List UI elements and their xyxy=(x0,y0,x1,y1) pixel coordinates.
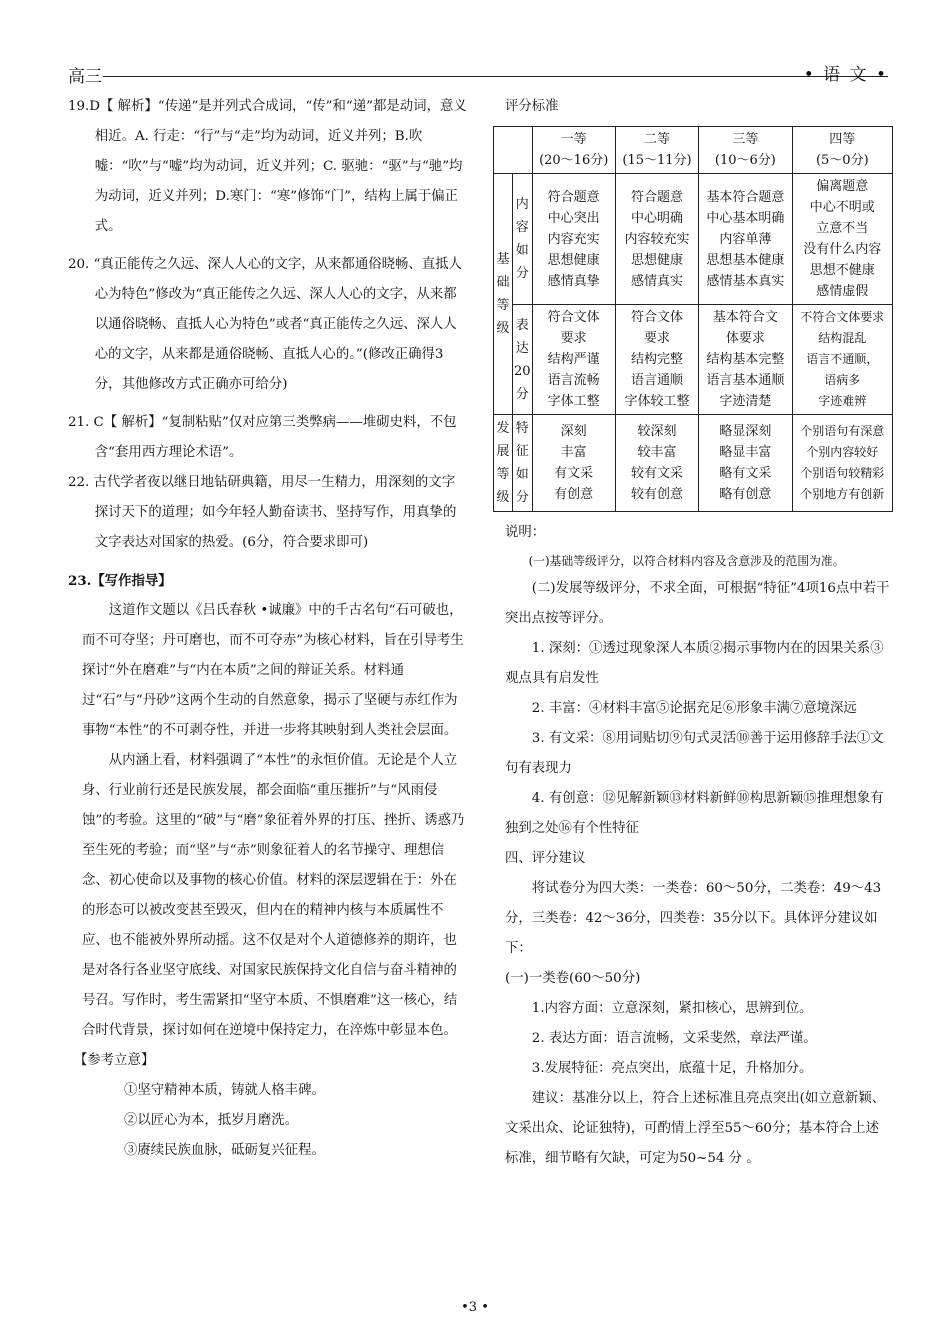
note-item: 1. 深刻：①透过现象深人本质②揭示事物内在的因果关系③观点具有启发性 xyxy=(505,641,884,686)
cell-feature-3: 略显深刻 略显丰富 略有文采 略有创意 xyxy=(699,415,792,512)
grade-label: 高三 xyxy=(68,67,102,87)
cell-feature-2: 较深刻 较丰富 较有文采 较有创意 xyxy=(615,415,698,512)
dev-level-label: 发展等级 xyxy=(494,415,513,512)
grade-header-2: 二等 (15～11分) xyxy=(615,127,698,174)
suggestion: 建议：基准分以上，符合上述标准且亮点突出(如立意新颖、文采出众、论证独特)，可酌情上浮至55～60分；基本符合上述标准，细节略有欠缺，可定为50~54 分 。 xyxy=(505,1091,886,1166)
cell-feature-4: 个别语句有深意 个别内容较好 个别语句较精彩 个别地方有创新 xyxy=(792,415,892,512)
row-label-content: 内容如分 xyxy=(513,174,533,305)
notes-heading: 说明： xyxy=(505,525,546,540)
row-label-expression: 表达20分 xyxy=(513,305,533,415)
left-column xyxy=(68,92,468,1166)
note-item: 3. 有文采：⑧用词贴切⑨句式灵活⑩善于运用修辞手法①文句有表现力 xyxy=(505,731,884,776)
cell-feature-1: 深刻 丰富 有文采 有创意 xyxy=(532,415,615,512)
note-item: 2. 丰富：④材料丰富⑤论据充足⑥形象丰满⑦意境深远 xyxy=(531,701,857,716)
basic-level-label: 基础等级 xyxy=(494,174,513,415)
note-2: (二)发展等级评分，不求全面，可根据“特征”4项16点中若干突出点按等评分。 xyxy=(505,581,890,626)
class-1-item: 3.发展特征：亮点突出，底蕴十足，升格加分。 xyxy=(531,1061,813,1076)
page-number: •3 • xyxy=(461,1300,489,1315)
answer-23-heading: 23.【写作指导】 xyxy=(68,573,172,589)
row-label-feature: 特征如分 xyxy=(513,415,533,512)
answer-23-para-1: 这道作文题以《吕氏春秋 •诚廉》中的千古名句“石可破也，而不可夺坚；丹可磨也，而不可夺赤”为核心材料，旨在引导考生探讨“外在磨难”与“内在本质”之间的辩证关系。材料通过“石”与“丹砂”这两个生动的自然意象，揭示了坚硬与赤红作为事物“本性”的不可剥夺性，并进一步将其映射到人类社会层面。 xyxy=(82,603,464,738)
grade-header-3: 三等 (10～6分) xyxy=(699,127,792,174)
answer-23-para-2: 从内涵上看，材料强调了“本性”的永恒价值。无论是个人立身、行业前行还是民族发展，都会面临“重压摧折”与“风雨侵蚀”的考验。这里的“破”与“磨”象征着外界的打压、挫折、诱惑乃至生死的考验；而“坚”与“赤”则象征着人的名节操守、理想信念、初心使命以及事物的核心价值。材料的深层逻辑在于：外在的形态可以被改变甚至毁灭，但内在的精神内核与本质属性不应、也不能被外界所动摇。这不仅是对个人道德修养的期许，也是对各行各业坚守底线、对国家民族保持文化自信与奋斗精神的号召。写作时，考生需紧扣“坚守本质、不惧磨难”这一核心，结合时代背景，探讨如何在逆境中保持定力，在淬炼中彰显本色。 xyxy=(82,753,465,1038)
class-1-heading: (一)一类卷(60～50分) xyxy=(505,971,641,986)
cell-content-4: 偏离题意 中心不明或 立意不当 没有什么内容 思想不健康 感情虚假 xyxy=(792,174,892,305)
cell-expression-2: 符合文体 要求 结构完整 语言通顺 字体较工整 xyxy=(615,305,698,415)
right-column xyxy=(496,92,890,1174)
header-rule xyxy=(103,76,888,77)
section-4-paragraph: 将试卷分为四大类：一类卷：60～50分，二类卷：49～43分，三类卷：42～36分，四类卷：35分以下。具体评分建议如下： xyxy=(505,881,882,956)
class-1-item: 1.内容方面：立意深刻，紧扣核心，思辨到位。 xyxy=(531,1001,813,1016)
section-4-heading: 四、评分建议 xyxy=(505,851,586,866)
scoring-table xyxy=(493,126,893,512)
cell-content-1: 符合题意 中心突出 内容充实 思想健康 感情真挚 xyxy=(532,174,615,305)
answer-20: 20. “真正能传之久远、深人人心的文字，从来都通俗晓畅、直抵人心为特色”修改为“真正能传之久远、深人人心的文字，从来都以通俗晓畅、直抵人心为特色”或者“真正能传之久远、深人人心的文字，从来都是通俗晓畅、直抵人心的。”(修改正确得3分，其他修改方式正确亦可给分) xyxy=(68,257,462,392)
reference-item: ②以匠心为本，抵岁月磨洗。 xyxy=(124,1113,299,1128)
reference-heading: 【参考立意】 xyxy=(74,1053,155,1068)
cell-expression-1: 符合文体 要求 结构严谨 语言流畅 字体工整 xyxy=(532,305,615,415)
grade-header-4: 四等 (5～0分) xyxy=(792,127,892,174)
class-1-item: 2. 表达方面：语言流畅，文采斐然，章法严谨。 xyxy=(531,1031,817,1046)
cell-content-3: 基本符合题意 中心基本明确 内容单薄 思想基本健康 感情基本真实 xyxy=(699,174,792,305)
note-1: (一)基础等级评分，以符合材料内容及含意涉及的范围为准。 xyxy=(528,554,845,568)
cell-content-2: 符合题意 中心明确 内容较充实 思想健康 感情真实 xyxy=(615,174,698,305)
answer-19: 19.D【 解析】“传递”是并列式合成词，“传”和“递”都是动词，意义相近。A. 行走：“行”与“走”均为动词，近义并列；B.吹嘘：“吹”与“嘘”均为动词，近义并列；C. 驱驰：“驱”与“驰”均为动词，近义并列；D.寒门：“寒”修饰“门”，结构上属于偏正式。 xyxy=(68,99,467,234)
answer-21: 21. C【 解析】“复制粘贴”仅对应第三类弊病——堆砌史料，不包含“套用西方理论术语”。 xyxy=(68,415,457,460)
reference-item: ③赓续民族血脉，砥砺复兴征程。 xyxy=(124,1143,325,1158)
answer-22: 22. 古代学者夜以继日地钻研典籍，用尽一生精力，用深刻的文字探讨天下的道理；如今年轻人勤奋读书、坚持写作，用真挚的文字表达对国家的热爱。(6分，符合要求即可) xyxy=(68,475,457,550)
note-item: 4. 有创意：⑫见解新颖⑬材料新鲜⑩构思新颖⑮推理想象有独到之处⑯有个性特征 xyxy=(505,791,884,836)
reference-item: ①坚守精神本质，铸就人格丰碑。 xyxy=(124,1083,325,1098)
corner-cell xyxy=(494,127,533,174)
cell-expression-3: 基本符合文 体要求 结构基本完整 语言基本通顺 字迹清楚 xyxy=(699,305,792,415)
cell-expression-4: 不符合文体要求 结构混乱 语言不通顺， 语病多 字迹难辨 xyxy=(792,305,892,415)
table-title: 评分标准 xyxy=(505,99,559,114)
grade-header-1: 一等 (20～16分) xyxy=(532,127,615,174)
subject-label: • 语 文 • xyxy=(803,65,888,85)
